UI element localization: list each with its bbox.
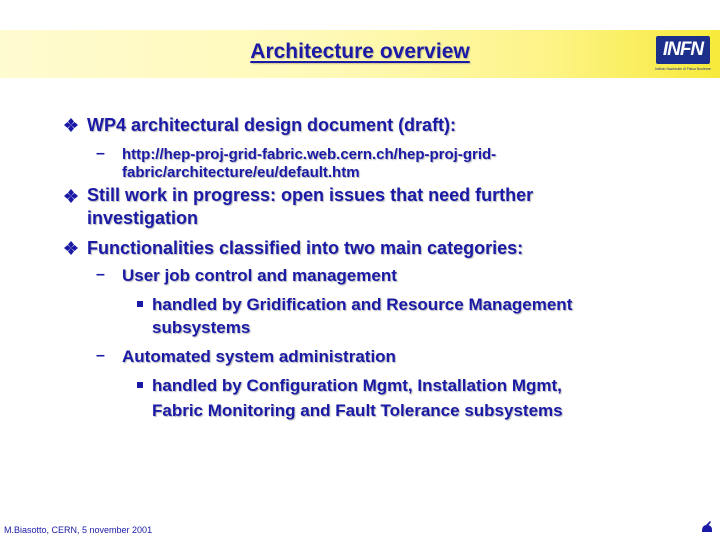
dash-bullet: – xyxy=(96,145,105,162)
slide-title: Architecture overview xyxy=(250,40,470,63)
wp4-url-line1[interactable]: http://hep-proj-grid-fabric.web.cern.ch/hep-proj-grid- xyxy=(122,146,497,163)
bullet-work-in-progress-line2: investigation xyxy=(87,208,199,228)
bullet-functionalities: Functionalities classified into two main categories: xyxy=(87,238,524,258)
square-bullet-icon xyxy=(137,301,143,307)
dash-bullet: – xyxy=(96,266,105,283)
dash-bullet: – xyxy=(96,347,105,364)
infn-logo xyxy=(652,34,714,76)
detail-configuration-line1: handled by Configuration Mgmt, Installation Mgmt, xyxy=(152,376,562,395)
logo-caption: Istituto Nazionale di Fisica Nucleare xyxy=(655,67,711,71)
diamond-bullet-icon xyxy=(64,241,78,255)
corner-logo-icon xyxy=(700,520,714,534)
sub-user-job-control: User job control and management xyxy=(122,266,397,285)
logo-text: INFN xyxy=(662,39,704,60)
diamond-bullet-icon xyxy=(64,118,78,132)
square-bullet-icon xyxy=(137,382,143,388)
sub-automated-admin: Automated system administration xyxy=(122,347,396,366)
wp4-url-line2[interactable]: fabric/architecture/eu/default.htm xyxy=(122,164,360,181)
bullet-work-in-progress-line1: Still work in progress: open issues that need further xyxy=(87,185,534,205)
bullet-wp4: WP4 architectural design document (draft): xyxy=(87,115,457,135)
footer-text: M.Biasotto, CERN, 5 november 2001 xyxy=(4,525,153,535)
diamond-bullet-icon xyxy=(64,189,78,203)
detail-gridification-line2: subsystems xyxy=(152,318,251,337)
detail-configuration-line2: Fabric Monitoring and Fault Tolerance subsystems xyxy=(152,401,563,420)
detail-gridification-line1: handled by Gridification and Resource Management xyxy=(152,295,573,314)
